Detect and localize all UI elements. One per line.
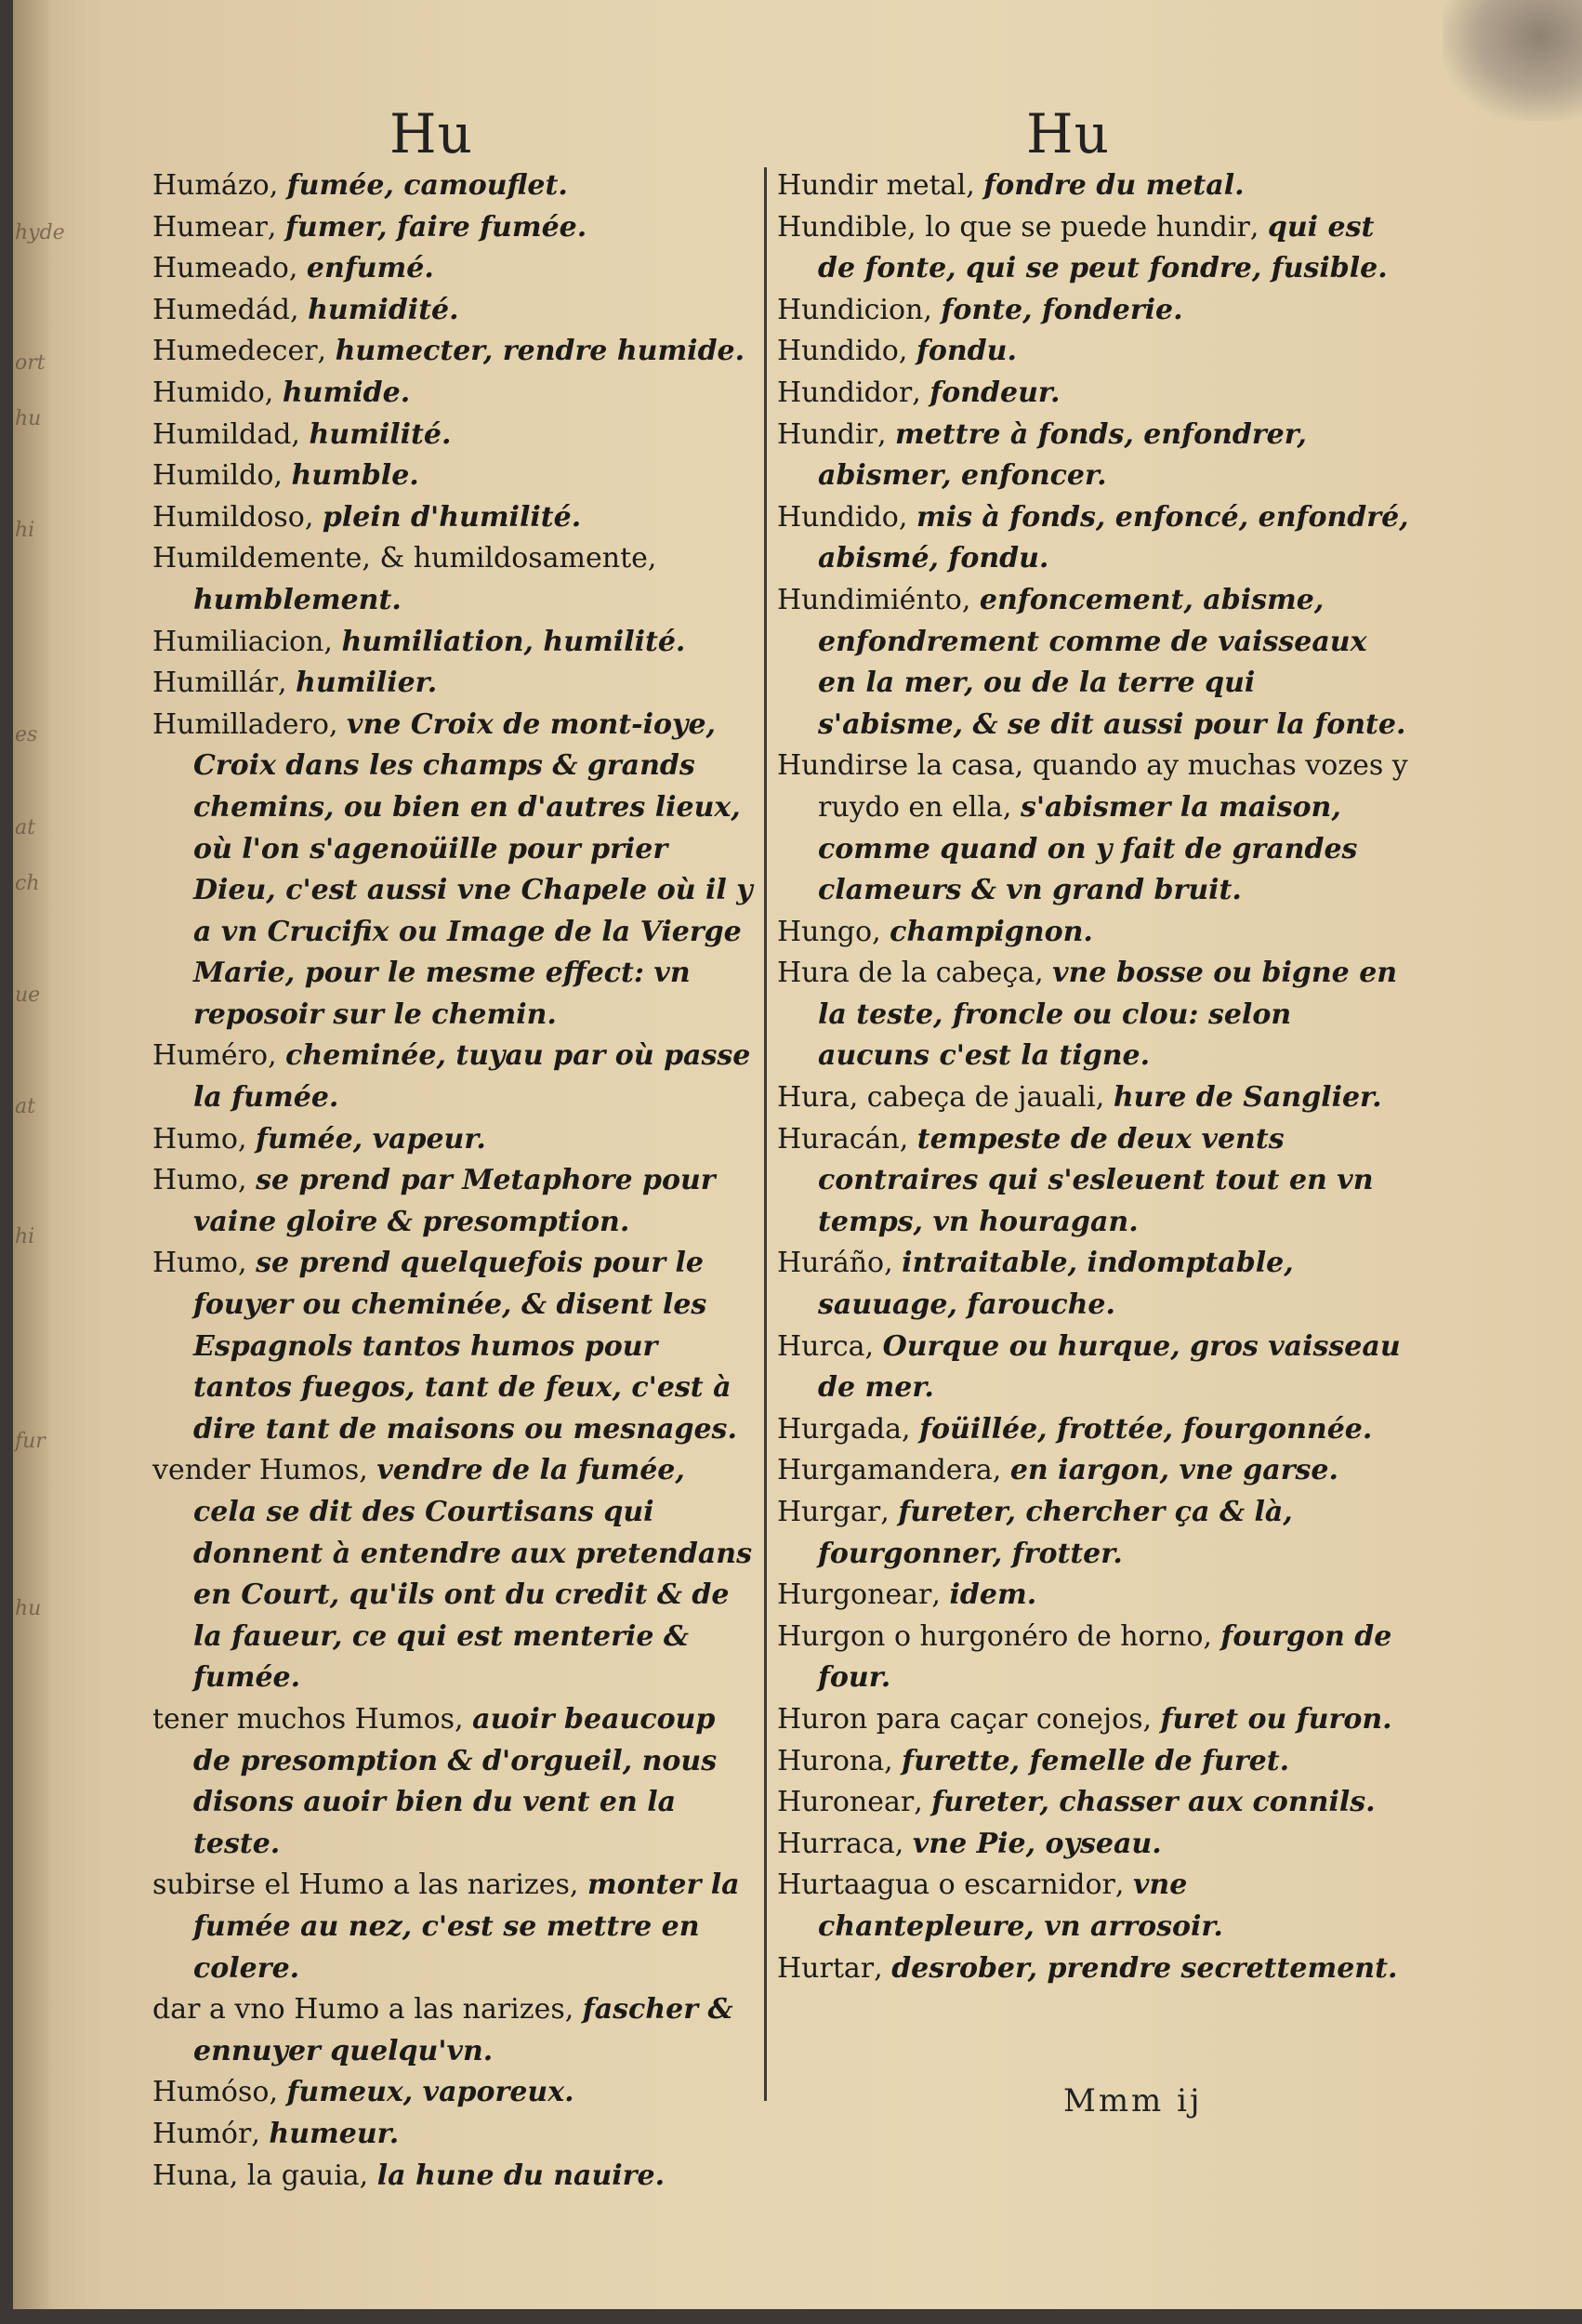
- entry-definition: humble.: [291, 459, 419, 493]
- bleed-text: hi: [15, 1225, 35, 1248]
- entry-definition: qui est de fonte, qui se peut fondre, fusible.: [818, 210, 1388, 285]
- entry-headword: tener muchos Humos: [152, 1702, 455, 1736]
- entry-definition: hure de Sanglier.: [1113, 1081, 1382, 1115]
- entry-headword: Humo: [152, 1247, 238, 1280]
- entry-definition: fondre du metal.: [983, 169, 1245, 202]
- dictionary-entry: Humo, se prend par Metaphore pour vaine gloire & presomption.: [152, 1164, 716, 1238]
- dictionary-entry: Humillár, humilier.: [152, 667, 438, 700]
- dictionary-entry: Hurca, Ourque ou hurque, gros vaisseau de mer.: [777, 1329, 1401, 1405]
- entry-headword: Huráño: [777, 1247, 885, 1280]
- entry-definition: idem.: [949, 1578, 1037, 1612]
- dictionary-entry: Humo, se prend quelquefois pour le fouyer ou cheminée, & disent les Espagnols tantos humos pour tantos fuegos, tant de feux, c'est à dire tant de maisons ou mesnages.: [152, 1247, 737, 1446]
- entry-headword: Humeado: [152, 252, 289, 285]
- column-divider: [764, 167, 767, 2101]
- entry-headword: subirse el Humo a las narizes: [152, 1868, 570, 1902]
- dictionary-entry: Hungo, champignon.: [777, 915, 1093, 948]
- entry-definition: humecter, rendre humide.: [335, 335, 745, 368]
- entry-headword: Humiliacion: [152, 625, 324, 658]
- dictionary-entry: Hurgamandera, en iargon, vne garse.: [777, 1454, 1338, 1487]
- entry-headword: Hurgar: [777, 1496, 881, 1528]
- bleed-text: hyde: [15, 221, 65, 244]
- entry-definition: fascher & ennuyer quelqu'vn.: [193, 1993, 733, 2067]
- dictionary-entry: Hundicion, fonte, fonderie.: [777, 293, 1183, 326]
- dictionary-entry: Humedád, humidité.: [152, 293, 459, 326]
- dictionary-entry: Humilladero, vne Croix de mont-ioye, Croix dans les champs & grands chemins, ou bien en d'autres lieux, où l'on s'agenoüille pour prier Dieu, c'est aussi vne Chapele où il y a vn Crucifix ou Image de la Vierge Marie, pour le mesme effect: vn reposoir sur le chemin.: [152, 707, 753, 1031]
- entry-headword: Hundicion: [777, 293, 924, 326]
- entry-definition: plein d'humilité.: [322, 500, 582, 534]
- dictionary-entry: Hurgada, foüillée, frottée, fourgonnée.: [777, 1412, 1373, 1446]
- dictionary-entry: vender Humos, vendre de la fumée, cela se dit des Courtisans qui donnent à entendre aux pretendans en Court, qu'ils ont du credit & de la faueur, ce qui est menterie & fumée.: [152, 1454, 752, 1695]
- entry-headword: Hurgon o hurgonéro de horno: [777, 1619, 1204, 1653]
- bleed-text: fur: [15, 1430, 46, 1453]
- entry-definition: enfoncement, abisme, enfondrement comme de vaisseaux en la mer, ou de la terre qui s'abisme, & se dit aussi pour la fonte.: [818, 583, 1406, 741]
- entry-headword: Huron para caçar conejos: [777, 1702, 1143, 1736]
- entry-headword: vender Humos: [152, 1454, 360, 1487]
- dictionary-entry: Humeado, enfumé.: [152, 252, 434, 285]
- entry-definition: furet ou furon.: [1160, 1702, 1392, 1736]
- dictionary-entry: Hurtar, desrober, prendre secrettement.: [777, 1951, 1398, 1985]
- entry-headword: dar a vno Humo a las narizes: [152, 1993, 565, 2027]
- dictionary-entry: Hundimiénto, enfoncement, abisme, enfondrement comme de vaisseaux en la mer, ou de la terre qui s'abisme, & se dit aussi pour la fonte.: [777, 583, 1406, 741]
- dictionary-entry: Hundido, mis à fonds, enfoncé, enfondré, abismé, fondu.: [777, 500, 1409, 575]
- entry-definition: se prend par Metaphore pour vaine gloire & presomption.: [193, 1164, 716, 1238]
- bleed-text: at: [15, 816, 35, 839]
- dictionary-entry: Humildad, humilité.: [152, 417, 452, 451]
- entry-definition: vne bosse ou bigne en la teste, froncle ou clou: selon aucuns c'est la tigne.: [818, 957, 1398, 1073]
- bleed-text: ch: [15, 872, 40, 895]
- bleed-text: hu: [15, 1597, 42, 1620]
- entry-definition: mis à fonds, enfoncé, enfondré, abismé, fondu.: [818, 500, 1409, 575]
- entry-definition: fourgon de four.: [818, 1619, 1392, 1695]
- dictionary-entry: Hurgon o hurgonéro de horno, fourgon de four.: [777, 1619, 1392, 1695]
- entry-headword: Hundir: [777, 417, 877, 451]
- entry-headword: Humedecer: [152, 335, 318, 368]
- entry-headword: Humilladero: [152, 707, 329, 741]
- dictionary-entry: Hura, cabeça de jauali, hure de Sanglier.: [777, 1081, 1382, 1115]
- bleed-text: hi: [15, 519, 35, 542]
- dictionary-entry: Hundidor, fondeur.: [777, 376, 1061, 409]
- entry-headword: Hundido: [777, 335, 899, 368]
- dictionary-entry: Humear, fumer, faire fumée.: [152, 210, 587, 244]
- signature-mark: Mmm ij: [1063, 2082, 1203, 2119]
- entry-definition: humidité.: [308, 293, 459, 326]
- dictionary-entry: Hundir metal, fondre du metal.: [777, 169, 1245, 202]
- entry-definition: fondeur.: [929, 376, 1061, 409]
- right-column: [777, 165, 1409, 1989]
- bleed-text: ue: [15, 984, 41, 1007]
- entry-definition: la hune du nauire.: [376, 2159, 666, 2192]
- dictionary-entry: Huméro, cheminée, tuyau par où passe la fumée.: [152, 1039, 751, 1115]
- entry-definition: humilité.: [309, 417, 452, 451]
- dictionary-entry: Hurtaagua o escarnidor, vne chantepleure, vn arrosoir.: [777, 1868, 1223, 1943]
- entry-headword: Humo: [152, 1122, 238, 1155]
- entry-headword: Humido: [152, 376, 265, 409]
- dictionary-entry: tener muchos Humos, auoir beaucoup de presomption & d'orgueil, nous disons auoir bien du vent en la teste.: [152, 1702, 718, 1860]
- entry-headword: Hurtaagua o escarnidor: [777, 1868, 1115, 1902]
- entry-headword: Humóso: [152, 2076, 270, 2109]
- dictionary-entry: Huron para caçar conejos, furet ou furon.: [777, 1702, 1392, 1736]
- dictionary-entry: Hundir, mettre à fonds, enfondrer, abismer, enfoncer.: [777, 417, 1307, 493]
- dictionary-page: [13, 0, 1582, 2309]
- entry-headword: Humear: [152, 210, 268, 244]
- left-column: [152, 165, 757, 2197]
- entry-definition: auoir beaucoup de presomption & d'orgueil, nous disons auoir bien du vent en la teste.: [193, 1702, 718, 1860]
- entry-definition: fumée, camouflet.: [286, 169, 568, 202]
- entry-headword: Hurgada: [777, 1412, 903, 1446]
- dictionary-entry: Humóso, fumeux, vaporeux.: [152, 2076, 574, 2109]
- entry-definition: cheminée, tuyau par où passe la fumée.: [193, 1039, 751, 1115]
- entry-headword: Huméro: [152, 1039, 269, 1073]
- dictionary-entry: Humiliacion, humiliation, humilité.: [152, 625, 686, 658]
- entry-headword: Hundible, lo que se puede hundir: [777, 210, 1250, 244]
- entry-headword: Hundido: [777, 500, 899, 534]
- entry-headword: Hurona: [777, 1744, 885, 1777]
- entry-definition: fumeux, vaporeux.: [286, 2076, 574, 2109]
- entry-headword: Humillár: [152, 667, 278, 700]
- entry-definition: fureter, chasser aux connils.: [931, 1786, 1376, 1819]
- entry-definition: monter la fumée au nez, c'est se mettre en colere.: [193, 1868, 740, 1985]
- dictionary-entry: Humildo, humble.: [152, 459, 419, 493]
- entry-definition: humide.: [282, 376, 411, 409]
- dictionary-entry: Hundido, fondu.: [777, 335, 1017, 368]
- entry-headword: Hundir metal: [777, 169, 967, 202]
- entry-definition: en iargon, vne garse.: [1009, 1454, 1338, 1487]
- dictionary-entry: Hurgar, fureter, chercher ça & là, fourgonner, frotter.: [777, 1496, 1293, 1570]
- entry-definition: fumer, faire fumée.: [285, 210, 587, 244]
- entry-headword: Humildemente, & humildosamente: [152, 542, 648, 575]
- entry-headword: Hungo: [777, 915, 873, 948]
- entry-definition: furette, femelle de furet.: [902, 1744, 1290, 1777]
- entry-definition: foüillée, frottée, fourgonnée.: [919, 1412, 1373, 1446]
- entry-definition: fondu.: [916, 335, 1017, 368]
- entry-definition: champignon.: [890, 915, 1093, 948]
- margin-bleed: [13, 0, 65, 2309]
- dictionary-entry: Hundible, lo que se puede hundir, qui est de fonte, qui se peut fondre, fusible.: [777, 210, 1388, 285]
- bleed-text: es: [15, 723, 38, 746]
- entry-definition: desrober, prendre secrettement.: [891, 1951, 1398, 1985]
- entry-definition: se prend quelquefois pour le fouyer ou cheminée, & disent les Espagnols tantos humos pour tantos fuegos, tant de feux, c'est à dire tant de maisons ou mesnages.: [193, 1247, 737, 1446]
- entry-headword: Huracán: [777, 1122, 900, 1155]
- bleed-text: hu: [15, 407, 42, 430]
- dictionary-entry: Humido, humide.: [152, 376, 411, 409]
- dictionary-entry: Hurgonear, idem.: [777, 1578, 1037, 1612]
- paper-stain: [1443, 0, 1582, 121]
- entry-headword: Hurtar: [777, 1951, 875, 1985]
- entry-definition: humeur.: [269, 2117, 400, 2150]
- dictionary-entry: Humildemente, & humildosamente, humblement.: [152, 542, 657, 616]
- dictionary-entry: Hurraca, vne Pie, oyseau.: [777, 1827, 1162, 1860]
- entry-definition: humiliation, humilité.: [341, 625, 686, 658]
- entry-definition: enfumé.: [306, 252, 434, 285]
- entry-definition: fonte, fonderie.: [941, 293, 1183, 326]
- entry-definition: s'abismer la maison, comme quand on y fait de grandes clameurs & vn grand bruit.: [818, 790, 1358, 907]
- dictionary-entry: Huronear, fureter, chasser aux connils.: [777, 1786, 1376, 1819]
- dictionary-entry: Huracán, tempeste de deux vents contraires qui s'esleuent tout en vn temps, vn houragan.: [777, 1122, 1374, 1238]
- running-head-left: Hu: [389, 102, 473, 165]
- entry-headword: Hurraca: [777, 1827, 895, 1860]
- dictionary-entry: Humór, humeur.: [152, 2117, 400, 2150]
- entry-headword: Humildad: [152, 417, 292, 451]
- dictionary-entry: Humedecer, humecter, rendre humide.: [152, 335, 745, 368]
- entry-headword: Huronear: [777, 1786, 915, 1819]
- dictionary-entry: dar a vno Humo a las narizes, fascher & ennuyer quelqu'vn.: [152, 1993, 733, 2067]
- entry-headword: Hura, cabeça de jauali: [777, 1081, 1096, 1115]
- entry-definition: vne Pie, oyseau.: [912, 1827, 1162, 1860]
- dictionary-entry: Humildoso, plein d'humilité.: [152, 500, 582, 534]
- entry-definition: fureter, chercher ça & là, fourgonner, frotter.: [818, 1496, 1293, 1570]
- dictionary-entry: Huna, la gauia, la hune du nauire.: [152, 2159, 666, 2192]
- entry-definition: vne chantepleure, vn arrosoir.: [818, 1868, 1223, 1943]
- entry-headword: Humo: [152, 1164, 238, 1197]
- entry-definition: vne Croix de mont-ioye, Croix dans les champs & grands chemins, ou bien en d'autres lieux, où l'on s'agenoüille pour prier Dieu, c'est aussi vne Chapele où il y a vn Crucifix ou Image de la Vierge Marie, pour le mesme effect: vn reposoir sur le chemin.: [193, 707, 753, 1031]
- entry-definition: vendre de la fumée, cela se dit des Courtisans qui donnent à entendre aux pretendans en Court, qu'ils ont du credit & de la faueur, ce qui est menterie & fumée.: [193, 1454, 752, 1695]
- dictionary-entry: Hundirse la casa, quando ay muchas vozes y ruydo en ella, s'abismer la maison, comme quand on y fait de grandes clameurs & vn grand bruit.: [777, 749, 1408, 907]
- entry-headword: Humildoso: [152, 500, 305, 534]
- entry-headword: Hura de la cabeça: [777, 957, 1035, 990]
- entry-headword: Humázo: [152, 169, 270, 202]
- dictionary-entry: Huráño, intraitable, indomptable, sauuage, farouche.: [777, 1247, 1294, 1322]
- running-head-right: Hu: [1026, 102, 1110, 165]
- entry-definition: tempeste de deux vents contraires qui s'esleuent tout en vn temps, vn houragan.: [818, 1122, 1374, 1238]
- bleed-text: at: [15, 1095, 35, 1118]
- entry-headword: Humedád: [152, 293, 290, 326]
- bleed-text: ort: [15, 351, 46, 375]
- entry-headword: Hundirse la casa, quando ay muchas vozes y ruydo en ella: [777, 749, 1408, 824]
- dictionary-entry: Hurona, furette, femelle de furet.: [777, 1744, 1290, 1777]
- entry-definition: mettre à fonds, enfondrer, abismer, enfoncer.: [818, 417, 1307, 493]
- entry-headword: Humildo: [152, 459, 274, 493]
- entry-definition: Ourque ou hurque, gros vaisseau de mer.: [818, 1329, 1401, 1405]
- entry-headword: Hurgonear: [777, 1578, 932, 1612]
- entry-definition: fumée, vapeur.: [256, 1122, 486, 1155]
- dictionary-entry: Hura de la cabeça, vne bosse ou bigne en la teste, froncle ou clou: selon aucuns c'est la tigne.: [777, 957, 1398, 1073]
- entry-headword: Hundimiénto: [777, 583, 962, 616]
- entry-headword: Hurca: [777, 1329, 865, 1363]
- entry-headword: Humór: [152, 2117, 252, 2150]
- entry-headword: Hurgamandera: [777, 1454, 993, 1487]
- dictionary-entry: Humo, fumée, vapeur.: [152, 1122, 486, 1155]
- entry-definition: intraitable, indomptable, sauuage, farouche.: [818, 1247, 1294, 1322]
- entry-definition: humilier.: [296, 667, 438, 700]
- entry-headword: Huna, la gauia: [152, 2159, 360, 2192]
- entry-headword: Hundidor: [777, 376, 913, 409]
- entry-definition: humblement.: [193, 583, 402, 616]
- dictionary-entry: subirse el Humo a las narizes, monter la fumée au nez, c'est se mettre en colere.: [152, 1868, 740, 1985]
- dictionary-entry: Humázo, fumée, camouflet.: [152, 169, 568, 202]
